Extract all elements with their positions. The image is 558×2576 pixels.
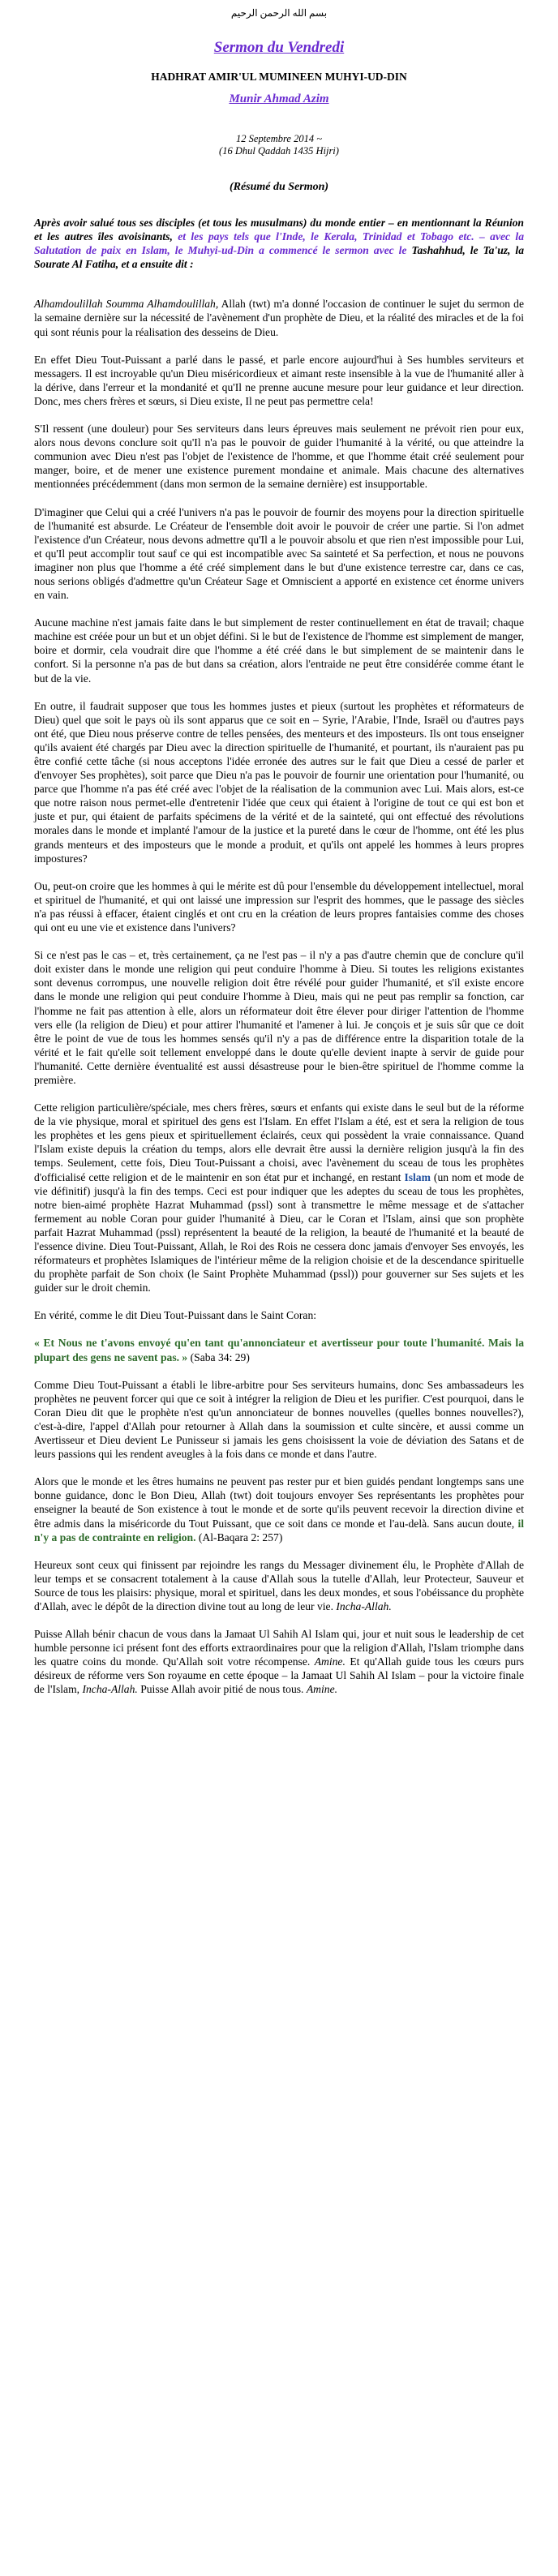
paragraph-8: Si ce n'est pas le cas – et, très certainement, ça ne l'est pas – il n'y a pas d'autre chemin que de conclure qu'il doit exister dans le monde une religion qui peut conduire l'homme à Dieu. Si toutes les religions existantes sont devenus corrompus, une nouvelle religion doit être révélé pour guider l'humanité, et s'il existe encore dans le monde une religion qui peut conduire l'homme à Dieu, mais qui ne peut pas remplir sa fonction, car l'homme ne fait pas attention à elle, alors un réformateur doit être élever pour diriger l'attention de l'homme vers elle (la religion de Dieu) et pour attirer l'humanité et l'amener à lui. Je conçois et je suis sûr que ce doit être le point de vue de tous les hommes sensés qu'il n'y a pas de différence entre la disparition totale de la vérité et le fait qu'elle soit tellement enveloppé dans le doute qu'elle devient inapte à servir de guide pour l'humanité. Cette dernière éventualité est aussi désastreuse pour le bien-être spirituel de l'homme comme la première. [34, 949, 524, 1086]
islam-highlight: Islam [404, 1170, 431, 1183]
paragraph-4: D'imaginer que Celui qui a créé l'univers n'a pas le pouvoir de fournir des moyens pour la direction spirituelle de l'humanité est absurde. Le Créateur de l'ensemble doit avoir le pouvoir de créer une partie. Si l'on admet l'existence d'un Créateur, nous devons admettre qu'Il a le pouvoir absolu et que rien n'est impossible pour Lui, et qu'Il peut accomplir tout sauf ce qui est incompatible avec Sa sainteté et Sa perfection, et nous ne pouvons imaginer non plus que l'homme a été créé simplement dans le but d'une existence terrestre car, dans ce cas, nous serions obligés d'admettre qu'un Créateur Sage et Omniscient a apporté en existence cet énorme univers en vain. [34, 505, 524, 602]
paragraph-14-amine2: Amine. [306, 1683, 338, 1696]
bismillah-heading: بسم الله الرحمن الرحيم [230, 7, 328, 19]
paragraph-9-part1: Cette religion particulière/spéciale, mes chers frères, sœurs et enfants qui existe dans le seul but de la réforme de la vie physique, moral et spirituel des gens est l'Islam. En effet l'Islam a été, est et sera la religion de tous les prophètes et les gens pieux et spirituellement éclairés, ceux qui possèdent la vraie connaissance. Quand l'Islam existe depuis la création du temps, alors elle devrait être aussi la dernière religion jusqu'à la fin des temps. Seulement, cette fois, Dieu Tout-Puissant a choisi, avec l'avènement du sceau de tous les prophètes d'officialisé cette religion et de le maintenir en son état pur et inchangé, en restant [34, 1101, 524, 1183]
quote-reference: (Saba 34: 29) [190, 1350, 250, 1363]
date-gregorian: 12 Septembre 2014 ~ [236, 133, 322, 144]
paragraph-9-part2: (un nom et mode de vie définitif) jusqu'à la fin des temps. Ceci est pour indiquer que les adeptes du sceau de tous les prophètes, notre bien-aimé prophète Hazrat Muhammad (pssl) sont à transmettre le même message et de s'attacher fermement au noble Coran pour guider l'humanité à Dieu, car le Coran et l'Islam, ainsi que son prophète parfait Hazrat Muhammad (pssl) représentent la beauté de la religion, la beauté de l'humanité et la beauté de l'essence divine. Dieu Tout-Puissant, Allah, le Roi des Rois ne cessera donc jamais d'envoyer Ses envoyés, les réformateurs et prophètes Islamiques de l'intérieur même de la religion choisie et de la descendance spirituelle du prophète parfait de Son choix (le Saint Prophète Muhammad (pssl)) pour gouverner sur Ses sujets et les guider sur le droit chemin. [34, 1170, 524, 1294]
paragraph-1-lead: Alhamdoulillah Soumma Alhamdoulillah, [34, 298, 219, 311]
intro-paragraph [34, 216, 524, 271]
paragraph-1 [34, 297, 524, 338]
paragraph-10: En vérité, comme le dit Dieu Tout-Puissant dans le Saint Coran: [34, 1309, 317, 1322]
paragraph-12 [34, 1475, 524, 1543]
quran-quote [34, 1336, 524, 1363]
author-name: Munir Ahmad Azim [229, 92, 329, 105]
quote-text: « Et Nous ne t'avons envoyé qu'en tant qu'annonciateur et avertisseur pour toute l'humanité. Mais la plupart des gens ne savent pas. » [34, 1337, 524, 1363]
paragraph-9 [34, 1101, 524, 1294]
paragraph-14-amine1: Amine. [314, 1655, 346, 1668]
paragraph-14-part3: Puisse Allah avoir pitié de nous tous. [140, 1683, 304, 1696]
paragraph-7: Ou, peut-on croire que les hommes à qui le mérite est dû pour l'ensemble du développement intellectuel, moral et spirituel de l'humanité, et qui ont laissé une impression sur l'esprit des hommes, que le passage des siècles n'a pas réussi à effacer, étaient cinglés et ont cru en la création de leurs propres fantaisies comme des choses qui ont eu une vie et existence dans l'univers? [34, 879, 524, 934]
paragraph-2: En effet Dieu Tout-Puissant a parlé dans le passé, et parle encore aujourd'hui à Ses humbles serviteurs et messagers. Il est incroyable qu'un Dieu miséricordieux et aimant reste insensible à la vue de l'humanité aller à la dérive, dans l'erreur et la mondanité et qu'Il ne prenne aucune mesure pour leur guidance et leur direction. Donc, mes chers frères et sœurs, si Dieu existe, Il ne peut pas permettre cela! [34, 353, 524, 407]
paragraph-3: S'Il ressent (une douleur) pour Ses serviteurs dans leurs épreuves mais seulement ne prévoit rien pour eux, alors nous devons conclure soit qu'Il n'a pas le pouvoir de guider l'humanité à la vérité, ou que atteindre la communion avec Dieu n'est pas l'objet de l'existence de l'homme, et que l'homme était créé seulement pour manger, boire, et de mener une existence purement mondaine et animale. Mais chacune des alternatives mentionnées précédemment (dans mon sermon de la semaine dernière) est insupportable. [34, 423, 524, 491]
paragraph-11: Comme Dieu Tout-Puissant a établi le libre-arbitre pour Ses serviteurs humains, donc Ses ambassadeurs les prophètes ne peuvent forcer qui que ce soit à intégrer la religion de Dieu et les purifier. C'est pourquoi, dans le Coran Dieu dit que le prophète n'est qu'un annonciateur de bonnes nouvelles (quelles bonnes nouvelles?), c'est-à-dire, l'appel d'Allah pour retourner à Allah dans la soumission et culte sincère, et aussi comme un Avertisseur et Dieu devient Le Punisseur si jamais les gens choisissent la voie de déviation des Satans et de leurs passions qui les rendent aveugles à la fois dans ce monde et dans l'autre. [34, 1378, 524, 1461]
sermon-subtitle: HADHRAT AMIR'UL MUMINEEN MUHYI-UD-DIN [151, 71, 407, 83]
paragraph-12-ref: (Al-Baqara 2: 257) [198, 1531, 283, 1543]
paragraph-6: En outre, il faudrait supposer que tous les hommes justes et pieux (surtout les prophètes et réformateurs de Dieu) quel que soit le pays où ils sont apparus que ce soit en – Syrie, l'Arabie, l'Inde, Israël ou d'autres pays ont été, que Dieu nous préserve contre de telles pensées, des menteurs et des imposteurs. Ils ont tous enseigner qu'ils avaient été chargés par Dieu avec la direction spirituelle de l'humanité, et pourtant, ils n'auraient pas pu être confié cette tâche (si nous acceptons l'idée erronée des autres sur le fait que Dieu a cessé de parler et d'envoyer Ses prophètes), soit parce que Dieu n'a pas le pouvoir de fournir une orientation pour l'humanité, ou parce que l'homme n'a pas été créé avec l'objet de la réalisation de la communion avec Lui. Mais alors, est-ce que notre raison nous permet-elle d'entretenir l'idée que ceux qui étaient à l'origine de tout ce qui est bon et juste et pur, qui étaient de parfaits spécimens de la vérité et de la sainteté, qui ont effectué des révolutions morales dans le monde et implanté l'amour de la justice et la pureté dans le cœur de l'homme, ont été les plus grands menteurs et des imposteurs que le monde a produit, et qu'ils ont appelé les hommes à leurs propres impostures? [34, 699, 524, 865]
paragraph-1-text: Allah (twt) m'a donné l'occasion de continuer le sujet du sermon de la semaine dernière sur la nécessité de l'avènement d'un prophète de Dieu, et la réalité des miracles et de la foi qui sont réunis pour la réalisation des desseins de Dieu. [34, 298, 524, 338]
paragraph-14-part2: Et qu'Allah guide tous les cœurs purs désireux de réforme vers Son royaume en cette époque – la Jamaat Ul Sahih Al Islam – pour la victoire finale de l'Islam, [34, 1655, 525, 1696]
date-hijri: (16 Dhul Qaddah 1435 Hijri) [219, 145, 339, 157]
intro-part1: Après avoir salué tous ses disciples (et tous les musulmans) du monde entier – en mentionnant la Réunion et les autres îles avoisinants, [34, 217, 524, 243]
sermon-title: Sermon du Vendredi [213, 39, 345, 56]
summary-label: (Résumé du Sermon) [229, 181, 329, 193]
intro-part3: Tashahhud, le Ta'uz, la Sourate Al Fatiha, et a ensuite dit : [34, 244, 524, 271]
paragraph-13 [34, 1558, 524, 1613]
paragraph-13-text: Heureux sont ceux qui finissent par rejoindre les rangs du Messager divinement élu, le Prophète d'Allah de leur temps et se consacrent totalement à la cause d'Allah sous la tutelle d'Allah, leur Protecteur, Sauveur et Source de tous les plaisirs: physique, moral et spirituel, dans les deux mondes, et sous l'obéissance du prophète d'Allah, avec le dépôt de la direction divine tout au long de leur vie. [34, 1558, 524, 1612]
paragraph-14-part1: Puisse Allah bénir chacun de vous dans la Jamaat Ul Sahih Al Islam qui, jour et nuit sous le leadership de cet humble personne ici présent font des efforts extraordinaires pour que la religion d'Allah, l'Islam triomphe dans les quatre coins du monde. Qu'Allah soit votre récompense. [34, 1628, 524, 1668]
paragraph-14 [34, 1627, 524, 1696]
no-compulsion-highlight: il n'y a pas de contrainte en religion. [34, 1517, 525, 1543]
paragraph-12-text: Alors que le monde et les êtres humains ne peuvent pas rester pur et bien guidés pendant longtemps sans une bonne guidance, donc le Bon Dieu, Allah (twt) doit toujours envoyer Ses représentants les prophètes pour enseigner la beauté de Son existence à tout le monde et de sorte qu'ils peuvent recevoir la direction divine et être admis dans la miséricorde du Tout Puissant, que ce soit dans ce monde et l'au-delà. Sans aucun doute, [34, 1475, 524, 1530]
paragraph-14-insha: Incha-Allah. [82, 1683, 138, 1696]
paragraph-13-insha: Incha-Allah. [336, 1599, 392, 1612]
paragraph-5: Aucune machine n'est jamais faite dans le but simplement de rester continuellement en état de travail; chaque machine est créée pour un but et un objet défini. Si le but de l'existence de l'homme est simplement de manger, boire et dormir, cela voudrait dire que l'homme a été créé dans le but simplement de se maintenir dans le confort. Si la personne n'a pas de but dans sa création, alors l'entraide ne peut être considérée comme étant le but de la vie. [34, 616, 524, 685]
intro-part2: et les pays tels que l'Inde, le Kerala, Trinidad et Tobago etc. – avec la Salutation de paix en Islam, le Muhyi-ud-Din a commencé le sermon avec le [34, 230, 525, 257]
sermon-dates [34, 133, 524, 157]
sermon-page [34, 0, 524, 1711]
